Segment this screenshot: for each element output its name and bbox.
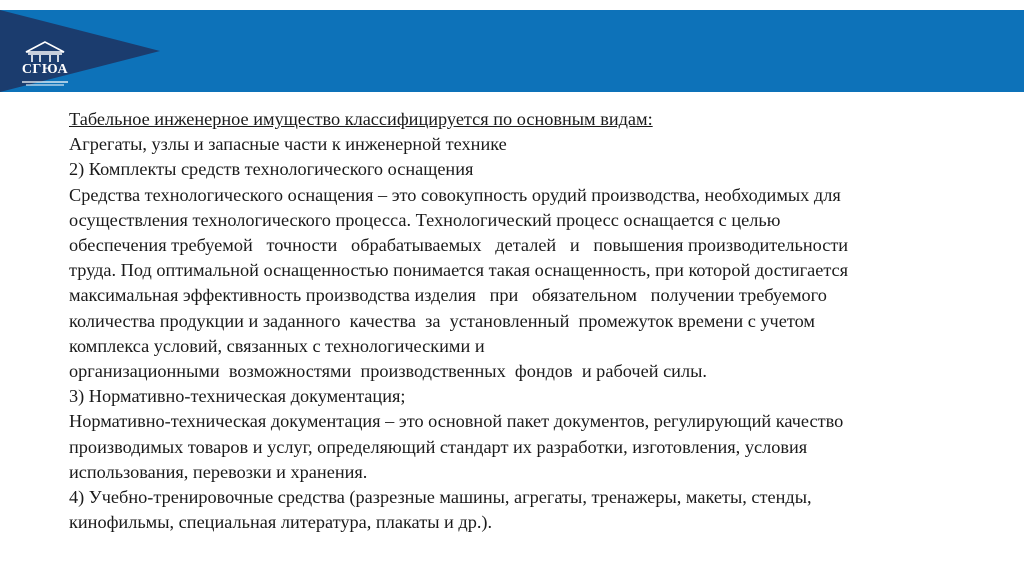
text-line: использования, перевозки и хранения. [69,461,368,482]
text-line: осуществления технологического процесса. Технологический процесс оснащается с целью [69,209,781,230]
text-line: производимых товаров и услуг, определяющий стандарт их разработки, изготовления, условия [69,436,808,457]
text-line: 3) Нормативно-техническая документация; [69,386,406,407]
logo-text: СГЮА [21,62,69,77]
text-line: комплекса условий, связанных с технологическими и [69,335,485,356]
building-icon [14,40,76,64]
text-line: максимальная эффективность производства изделия при обязательном получении требуемого [69,285,827,306]
text-line: кинофильмы, специальная литература, плакаты и др.). [69,512,493,533]
logo [14,40,76,86]
text-line: Нормативно-техническая документация – это основной пакет документов, регулирующий качество [69,411,844,432]
text-line: 4) Учебно-тренировочные средства (разрезные машины, агрегаты, тренажеры, макеты, стенды, [69,487,812,508]
text-line: Средства технологического оснащения – это совокупность орудий производства, необходимых для [69,184,841,205]
text-line: Агрегаты, узлы и запасные части к инженерной технике [69,134,507,155]
text-line: организационными возможностями производственных фондов и рабочей силы. [69,361,707,382]
text-line: труда. Под оптимальной оснащенностью понимается такая оснащенность, при которой достигается [69,260,849,281]
section-heading: Табельное инженерное имущество классифицируется по основным видам: [69,109,653,129]
logo-baseline-icon [14,80,76,86]
text-line: 2) Комплекты средств технологического оснащения [69,159,474,180]
document-body [69,107,994,535]
text-line: обеспечения требуемой точности обрабатываемых деталей и повышения производительности [69,235,849,256]
text-line: количества продукции и заданного качества за установленный промежуток времени с учетом [69,310,815,331]
